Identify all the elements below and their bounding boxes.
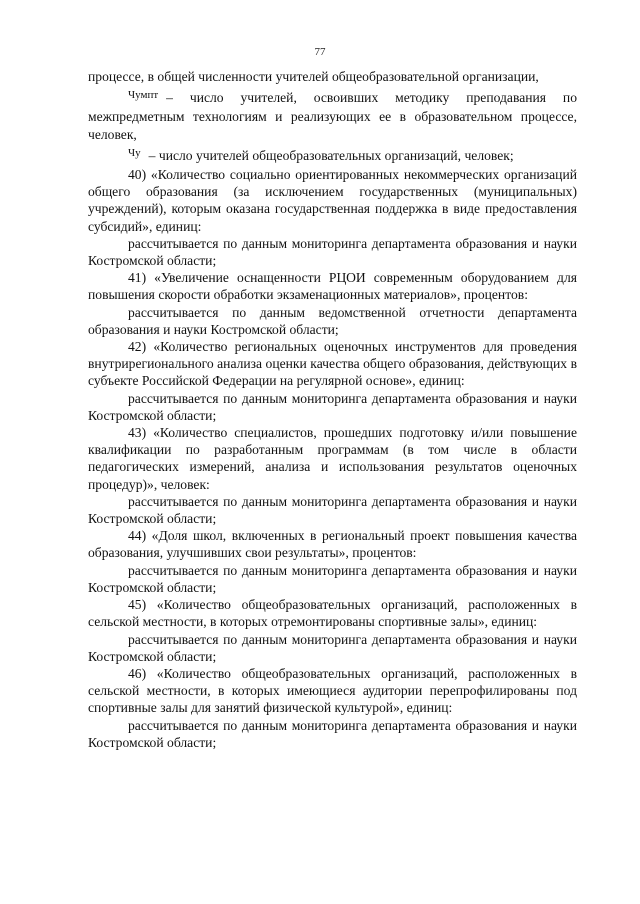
paragraph-text: рассчитывается по данным мониторинга департамента образования и науки Костромской области; <box>88 493 577 527</box>
paragraph-text: 45) «Количество общеобразовательных организаций, расположенных в сельской местности, в которых отремонтированы спортивные залы», единиц: <box>88 597 577 630</box>
paragraph-definition <box>88 147 577 166</box>
paragraph <box>88 424 577 493</box>
paragraph-text: 40) «Количество социально ориентированных некоммерческих организаций общего образования (за исключением государственных (муниципальных) учреждений), которым оказана государственная поддержка в виде предоставления субсидий», единиц: <box>88 167 577 234</box>
paragraph-text: – число учителей, освоивших методику преподавания по межпредметным технологиям и реализующих ее в образовательном процессе, человек, <box>88 90 577 142</box>
paragraph <box>88 596 577 630</box>
paragraph-text: рассчитывается по данным мониторинга департамента образования и науки Костромской области; <box>88 562 577 595</box>
paragraph-text: рассчитывается по данным мониторинга департамента образования и науки Костромской области; <box>88 390 577 423</box>
paragraph-text: процессе, в общей численности учителей общеобразовательной организации, <box>88 69 539 84</box>
paragraph-text: 42) «Количество региональных оценочных инструментов для проведения внутрирегионального анализа оценки качества общего образования, действующих в субъекте Российской Федерации на регулярной основе», единиц: <box>88 339 577 389</box>
paragraph <box>88 68 577 85</box>
paragraph <box>88 665 577 717</box>
paragraph <box>88 269 577 303</box>
paragraph <box>88 390 577 424</box>
paragraph <box>88 631 577 665</box>
paragraph <box>88 527 577 561</box>
paragraph-text: 44) «Доля школ, включенных в региональный проект повышения качества образования, улучшивших свои результаты», процентов: <box>88 528 577 561</box>
paragraph-text: рассчитывается по данным мониторинга департамента образования и науки Костромской области; <box>88 717 577 750</box>
paragraph-text: 46) «Количество общеобразовательных организаций, расположенных в сельской местности, в которых имеющиеся аудитории перепрофилированы под спортивные залы для занятий физической культурой», единиц: <box>88 665 577 716</box>
paragraph-text: 43) «Количество специалистов, прошедших подготовку и/или повышение квалификации по разработанным программам (в том числе в области педагогических измерений, анализа и использования результатов оценочных процедур)», человек: <box>88 425 577 492</box>
paragraph-text: рассчитывается по данным ведомственной отчетности департамента образования и науки Костромской области; <box>88 304 577 337</box>
paragraph <box>88 338 577 390</box>
paragraph <box>88 235 577 269</box>
paragraph-text: рассчитывается по данным мониторинга департамента образования и науки Костромской области; <box>88 235 577 269</box>
variable-symbol: Чу <box>128 146 141 159</box>
document-body <box>88 68 577 751</box>
paragraph <box>88 166 577 235</box>
paragraph-text: 41) «Увеличение оснащенности РЦОИ современным оборудованием для повышения скорости обработки экзаменационных материалов», процентов: <box>88 270 577 303</box>
paragraph <box>88 717 577 751</box>
paragraph-definition <box>88 89 577 143</box>
paragraph <box>88 304 577 338</box>
paragraph-text: – число учителей общеобразовательных организаций, человек; <box>148 147 514 163</box>
page-number: 77 <box>314 46 326 58</box>
paragraph-text: рассчитывается по данным мониторинга департамента образования и науки Костромской области; <box>88 631 577 664</box>
variable-symbol: Чумпт <box>128 89 159 102</box>
paragraph <box>88 562 577 596</box>
paragraph <box>88 493 577 527</box>
